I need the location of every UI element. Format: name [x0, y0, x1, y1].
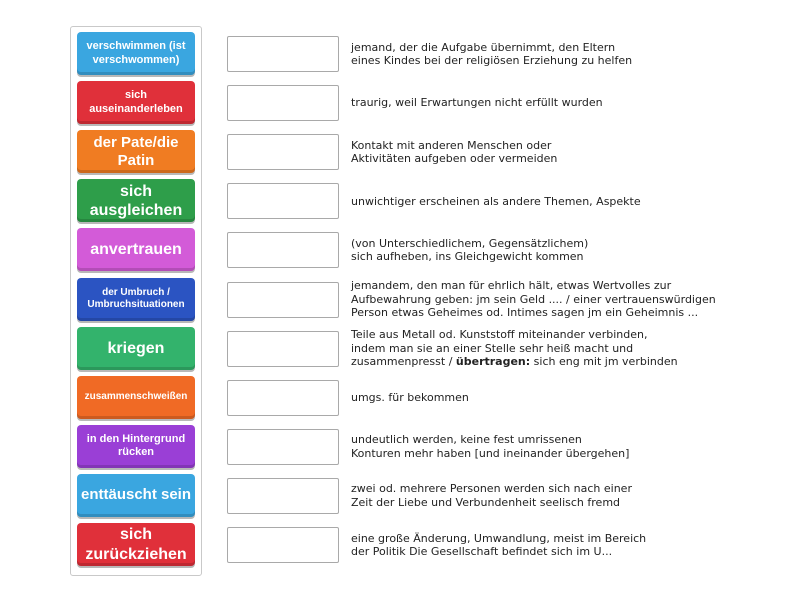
definition-line: Zeit der Liebe und Verbundenheit seelisch fremd — [351, 495, 621, 509]
word-tile-tray — [70, 26, 202, 576]
word-tile-label: sich ausgleichen — [89, 182, 183, 219]
definition-line: der Politik Die Gesellschaft befindet sich im U... — [351, 545, 613, 558]
definition-line: eines Kindes bei der religiösen Erziehung zu helfen — [351, 54, 633, 67]
word-tile-label: zusammenschweißen — [84, 391, 188, 403]
definition-line: Kontakt mit anderen Menschen oder — [351, 138, 552, 152]
word-tile[interactable] — [77, 228, 195, 271]
definition-text — [351, 391, 751, 405]
drop-slot[interactable] — [227, 232, 339, 268]
definition-line: zusammenpresst / übertragen: sich eng mit jm verbinden — [351, 355, 678, 369]
word-tile-label: in den Hintergrund rücken — [86, 433, 186, 459]
definition-line: traurig, weil Erwartungen nicht erfüllt wurden — [351, 96, 603, 110]
drop-slot[interactable] — [227, 527, 339, 563]
definition-line: indem man sie an einer Stelle sehr heiß macht und — [351, 341, 634, 355]
definition-line: Teile aus Metall od. Kunststoff miteinander verbinden, — [351, 328, 648, 342]
word-tile[interactable] — [77, 278, 195, 321]
word-tile-label: anvertrauen — [90, 241, 182, 259]
definition-line: Konturen mehr haben [und ineinander übergehen] — [351, 446, 630, 460]
definition-line: unwichtiger erscheinen als andere Themen, Aspekte — [351, 194, 641, 208]
word-tile[interactable] — [77, 327, 195, 370]
word-tile-label: kriegen — [107, 339, 165, 357]
definition-text — [351, 41, 751, 68]
drop-slot[interactable] — [227, 478, 339, 514]
drop-slot[interactable] — [227, 380, 339, 416]
drop-slot[interactable] — [227, 36, 339, 72]
word-tile[interactable] — [77, 523, 195, 566]
word-tile-label: sich auseinanderleben — [89, 89, 183, 115]
definition-line: (von Unterschiedlichem, Gegensätzlichem) — [351, 236, 589, 250]
definition-bold: übertragen: — [455, 355, 531, 369]
definition-line: Aktivitäten aufgeben oder vermeiden — [351, 152, 558, 166]
definition-text — [351, 279, 751, 320]
definition-text — [351, 195, 751, 209]
word-tile[interactable] — [77, 425, 195, 468]
drop-slot[interactable] — [227, 429, 339, 465]
word-tile-label: verschwimmen (ist verschwommen) — [86, 40, 186, 66]
drop-slot[interactable] — [227, 282, 339, 318]
definition-line: Aufbewahrung geben: jm sein Geld .... / einer vertrauenswürdigen — [351, 292, 716, 306]
word-tile-label: sich zurückziehen — [85, 526, 187, 563]
definition-text — [351, 96, 751, 110]
definition-text — [351, 433, 751, 460]
definition-line: umgs. für bekommen — [351, 390, 469, 404]
definition-line: jemand, der die Aufgabe übernimmt, den Eltern — [351, 40, 616, 54]
definition-text — [351, 482, 751, 509]
definition-text — [351, 328, 751, 369]
definition-text — [351, 532, 751, 559]
definition-line: zwei od. mehrere Personen werden sich nach einer — [351, 482, 632, 496]
word-tile[interactable] — [77, 130, 195, 173]
word-tile-label: der Umbruch / Umbruchsituationen — [87, 287, 185, 310]
word-tile[interactable] — [77, 179, 195, 222]
definition-line: Person etwas Geheimes od. Intimes sagen jm ein Geheimnis ... — [351, 306, 699, 320]
word-tile[interactable] — [77, 376, 195, 419]
drop-slot[interactable] — [227, 183, 339, 219]
definition-text — [351, 237, 751, 264]
word-tile-label: enttäuscht sein — [80, 486, 192, 504]
drop-slot[interactable] — [227, 331, 339, 367]
definition-text — [351, 139, 751, 166]
word-tile-label: der Pate/die Patin — [93, 133, 179, 169]
drop-slot[interactable] — [227, 134, 339, 170]
definition-line: eine große Änderung, Umwandlung, meist im Bereich — [351, 531, 647, 545]
word-tile[interactable] — [77, 474, 195, 517]
word-tile[interactable] — [77, 32, 195, 75]
definition-line: undeutlich werden, keine fest umrissenen — [351, 433, 582, 447]
word-tile[interactable] — [77, 81, 195, 124]
definition-line: sich aufheben, ins Gleichgewicht kommen — [351, 250, 584, 264]
drop-slot[interactable] — [227, 85, 339, 121]
definition-line: jemandem, den man für ehrlich hält, etwas Wertvolles zur — [351, 279, 672, 293]
